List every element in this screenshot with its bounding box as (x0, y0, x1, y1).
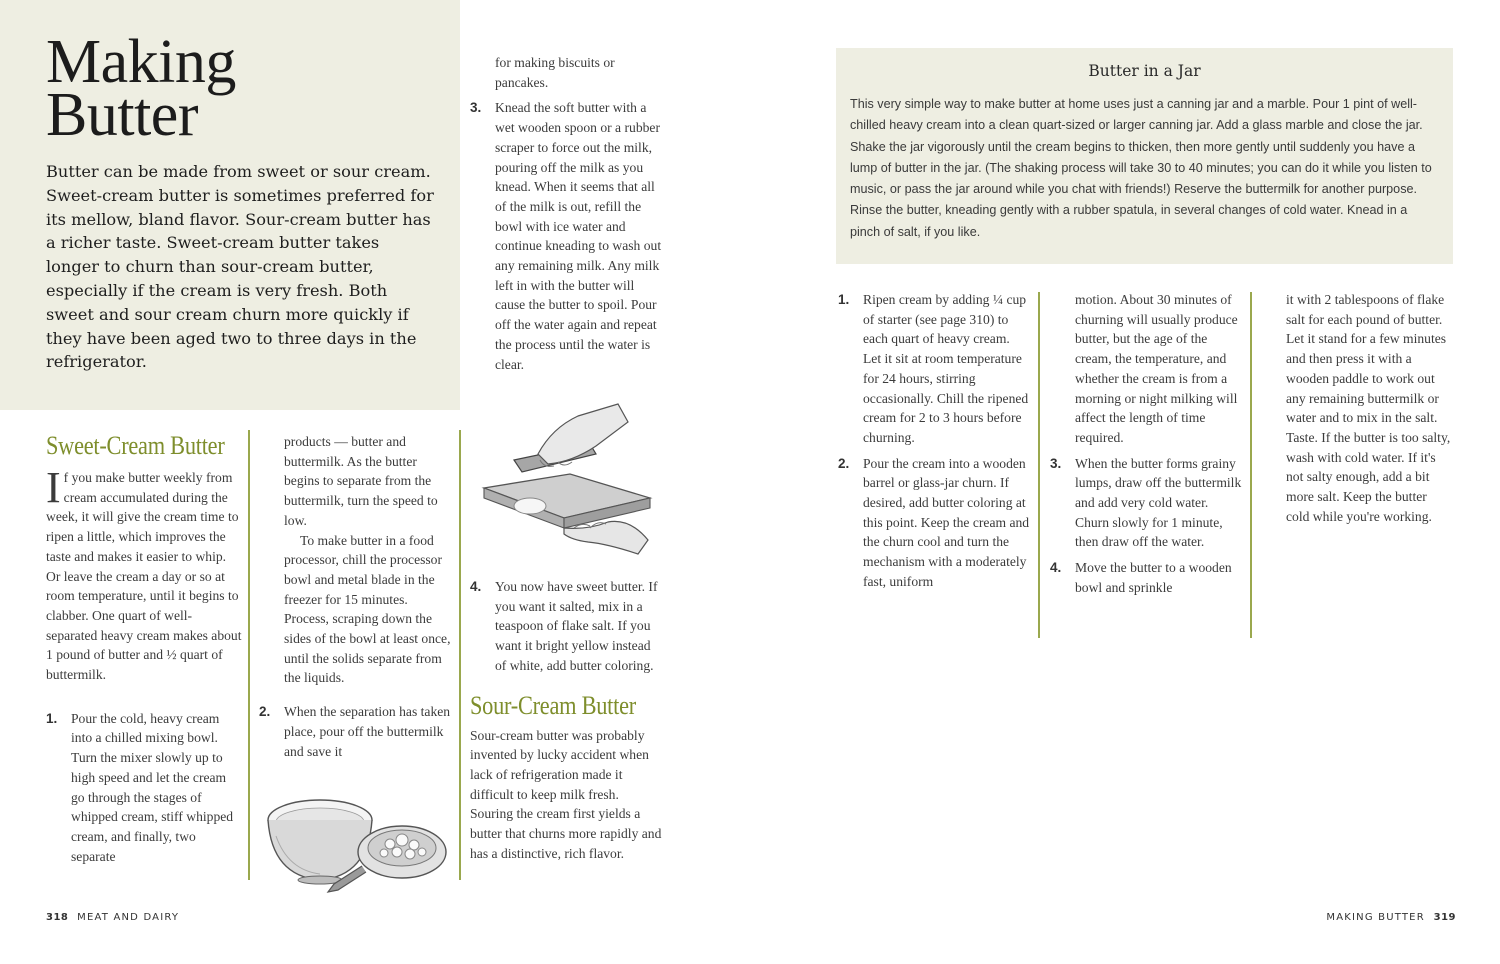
step-number: 1. (838, 292, 850, 307)
step-number: 2. (259, 704, 271, 720)
page-number: 318 (46, 912, 69, 923)
sweet-cream-steps-d (470, 577, 665, 676)
title-line-1: Making (46, 28, 236, 96)
sweet-cream-intro (46, 463, 242, 685)
step-text: When the separation has taken place, pour off the buttermilk and save it (284, 704, 451, 759)
sweet-cream-column-3-lower (470, 577, 665, 863)
sidebar-title: Butter in a Jar (1088, 62, 1201, 80)
column-rule (248, 430, 250, 880)
step-text: Pour the cream into a wooden barrel or glass-jar churn. If desired, add butter coloring at this point. Keep the cream and the churn cool and turn the mechanism with a moderately fast, uniform (863, 455, 1030, 589)
churn-column-1 (838, 290, 1030, 592)
step-number: 3. (470, 100, 482, 116)
drop-cap: I (46, 463, 61, 512)
step-number: 4. (470, 579, 482, 594)
churn-steps-b (1050, 454, 1242, 598)
churn-column-2 (1050, 290, 1242, 598)
section-label: MEAT AND DAIRY (77, 912, 180, 923)
step-1 (46, 709, 242, 867)
step-4 (1050, 558, 1242, 597)
title-line-2: Butter (46, 81, 198, 149)
step-4 (470, 577, 665, 676)
sweet-cream-steps-b (259, 702, 452, 761)
churn-steps-a (838, 290, 1030, 592)
sour-cream-heading: Sour-Cream Butter (470, 690, 636, 720)
step-1 (838, 290, 1030, 448)
page-number: 319 (1433, 912, 1456, 923)
sidebar-text: This very simple way to make butter at home uses just a canning jar and a marble. Pour 1 pint of well-chilled heavy cream into a clean quart-sized or larger canning jar. Add a glass marble and close the jar. Shake the jar vigorously until the cream begins to thicken, then more gently until suddenly you have a lump of butter in the jar. (The shaking process will take 30 to 40 minutes; you can do it while you listen to music, or pass the jar around while you chat with friends!) Reserve the buttermilk for another purpose. Rinse the butter, kneading gently with a rubber spatula, in several changes of cold water. Knead in a pinch of salt, if you like. (850, 97, 1432, 239)
page-title (46, 28, 446, 149)
sweet-cream-heading: Sweet-Cream Butter (46, 431, 225, 460)
step-text: You now have sweet butter. If you want it salted, mix in a teaspoon of flake salt. If you want it bright yellow instead of white, add butter coloring. (495, 579, 658, 673)
intro-paragraph: Butter can be made from sweet or sour cream. Sweet-cream butter is sometimes preferred for its mellow, bland flavor. Sour-cream butter has a richer taste. Sweet-cream butter takes longer to churn than sour-cream butter, especially if the cream is very fresh. Both sweet and sour cream churn more quickly if they have been aged two to three days in the refrigerator. (46, 162, 434, 372)
step-number: 2. (838, 455, 850, 471)
sour-cream-text: Sour-cream butter was probably invented by lucky accident when lack of refrigeration made it difficult to keep milk fresh. Souring the cream first yields a butter that churns more rapidly and has a distinctive, rich flavor. (470, 727, 662, 861)
footer-left (46, 912, 179, 923)
sweet-cream-column-2 (259, 432, 452, 761)
step-text: Ripen cream by adding ¼ cup of starter (see page 310) to each quart of heavy cream. Let it sit at room temperature for 24 hours, stirring occasionally. Chill the ripened cream for 2 to 3 hours before churning. (863, 292, 1029, 445)
footer-right (1326, 912, 1456, 923)
column-rule (1250, 292, 1252, 638)
sweet-cream-column-3 (470, 53, 665, 374)
step-number: 4. (1050, 560, 1062, 576)
hands-kneading-butter-illustration (478, 402, 658, 568)
step-text: Knead the soft butter with a wet wooden spoon or a rubber scraper to force out the milk, pouring off the milk as you knead. When it seems that all of the milk is out, refill the bowl with ice water and continue kneading to wash out any remaining milk. Any milk left in with the butter will cause the butter to spoil. Pour off the water again and repeat the process until the water is clear. (495, 100, 662, 372)
step-2 (838, 454, 1030, 592)
column-rule (1038, 292, 1040, 638)
sweet-cream-steps-c (470, 98, 665, 374)
step-text: When the butter forms grainy lumps, draw off the buttermilk and add very cold water. Churn slowly for 1 minute, then draw off the water. (1075, 455, 1242, 550)
mixing-bowl-and-strainer-illustration (262, 780, 458, 912)
step-text: Move the butter to a wooden bowl and sprinkle (1075, 560, 1232, 595)
column-rule (459, 430, 461, 880)
step-2 (259, 702, 452, 761)
sweet-cream-steps-a (46, 709, 242, 867)
step-2-continued: motion. About 30 minutes of churning will usually produce butter, but the age of the cream, the temperature, and whether the cream is from a morning or night milking will affect the length of time required. (1075, 292, 1238, 445)
step-number: 3. (1050, 455, 1062, 471)
step-text: Pour the cold, heavy cream into a chilled mixing bowl. Turn the mixer slowly up to high speed and let the cream go through the stages of whipped cream, stiff whipped cream, and finally, two separate (71, 710, 234, 864)
section-label: MAKING BUTTER (1326, 912, 1425, 923)
step-4-continued: it with 2 tablespoons of flake salt for each pound of butter. Let it stand for a few minutes and then press it with a wooden paddle to work out any remaining buttermilk or water and to mix in the salt. Taste. If the butter is too salty, wash with cold water. If it's not salty enough, add a bit more salt. Keep the butter cold while you're working. (1286, 292, 1451, 524)
step-1-continued: products — butter and buttermilk. As the butter begins to separate from the buttermilk, turn the speed to low. (284, 434, 438, 528)
step-number: 1. (46, 710, 58, 726)
step-3 (470, 98, 665, 374)
step-3 (1050, 454, 1242, 553)
churn-column-3 (1261, 290, 1453, 526)
food-processor-paragraph: To make butter in a food processor, chill the processor bowl and metal blade in the freezer for 15 minutes. Process, scraping down the sides of the bowl at least once, until the solids separate from the liquids. (284, 532, 451, 686)
sweet-cream-column-1 (46, 432, 242, 866)
step-2-continued: for making biscuits or pancakes. (495, 55, 615, 90)
sweet-cream-intro-text: f you make butter weekly from cream accumulated during the week, it will give the cream time to ripen a little, which improves the taste and makes it easier to whip. Or leave the cream a day or so at room temperature, until it begins to clabber. One quart of well-separated heavy cream makes about 1 pound of butter and ½ quart of buttermilk. (46, 470, 242, 683)
